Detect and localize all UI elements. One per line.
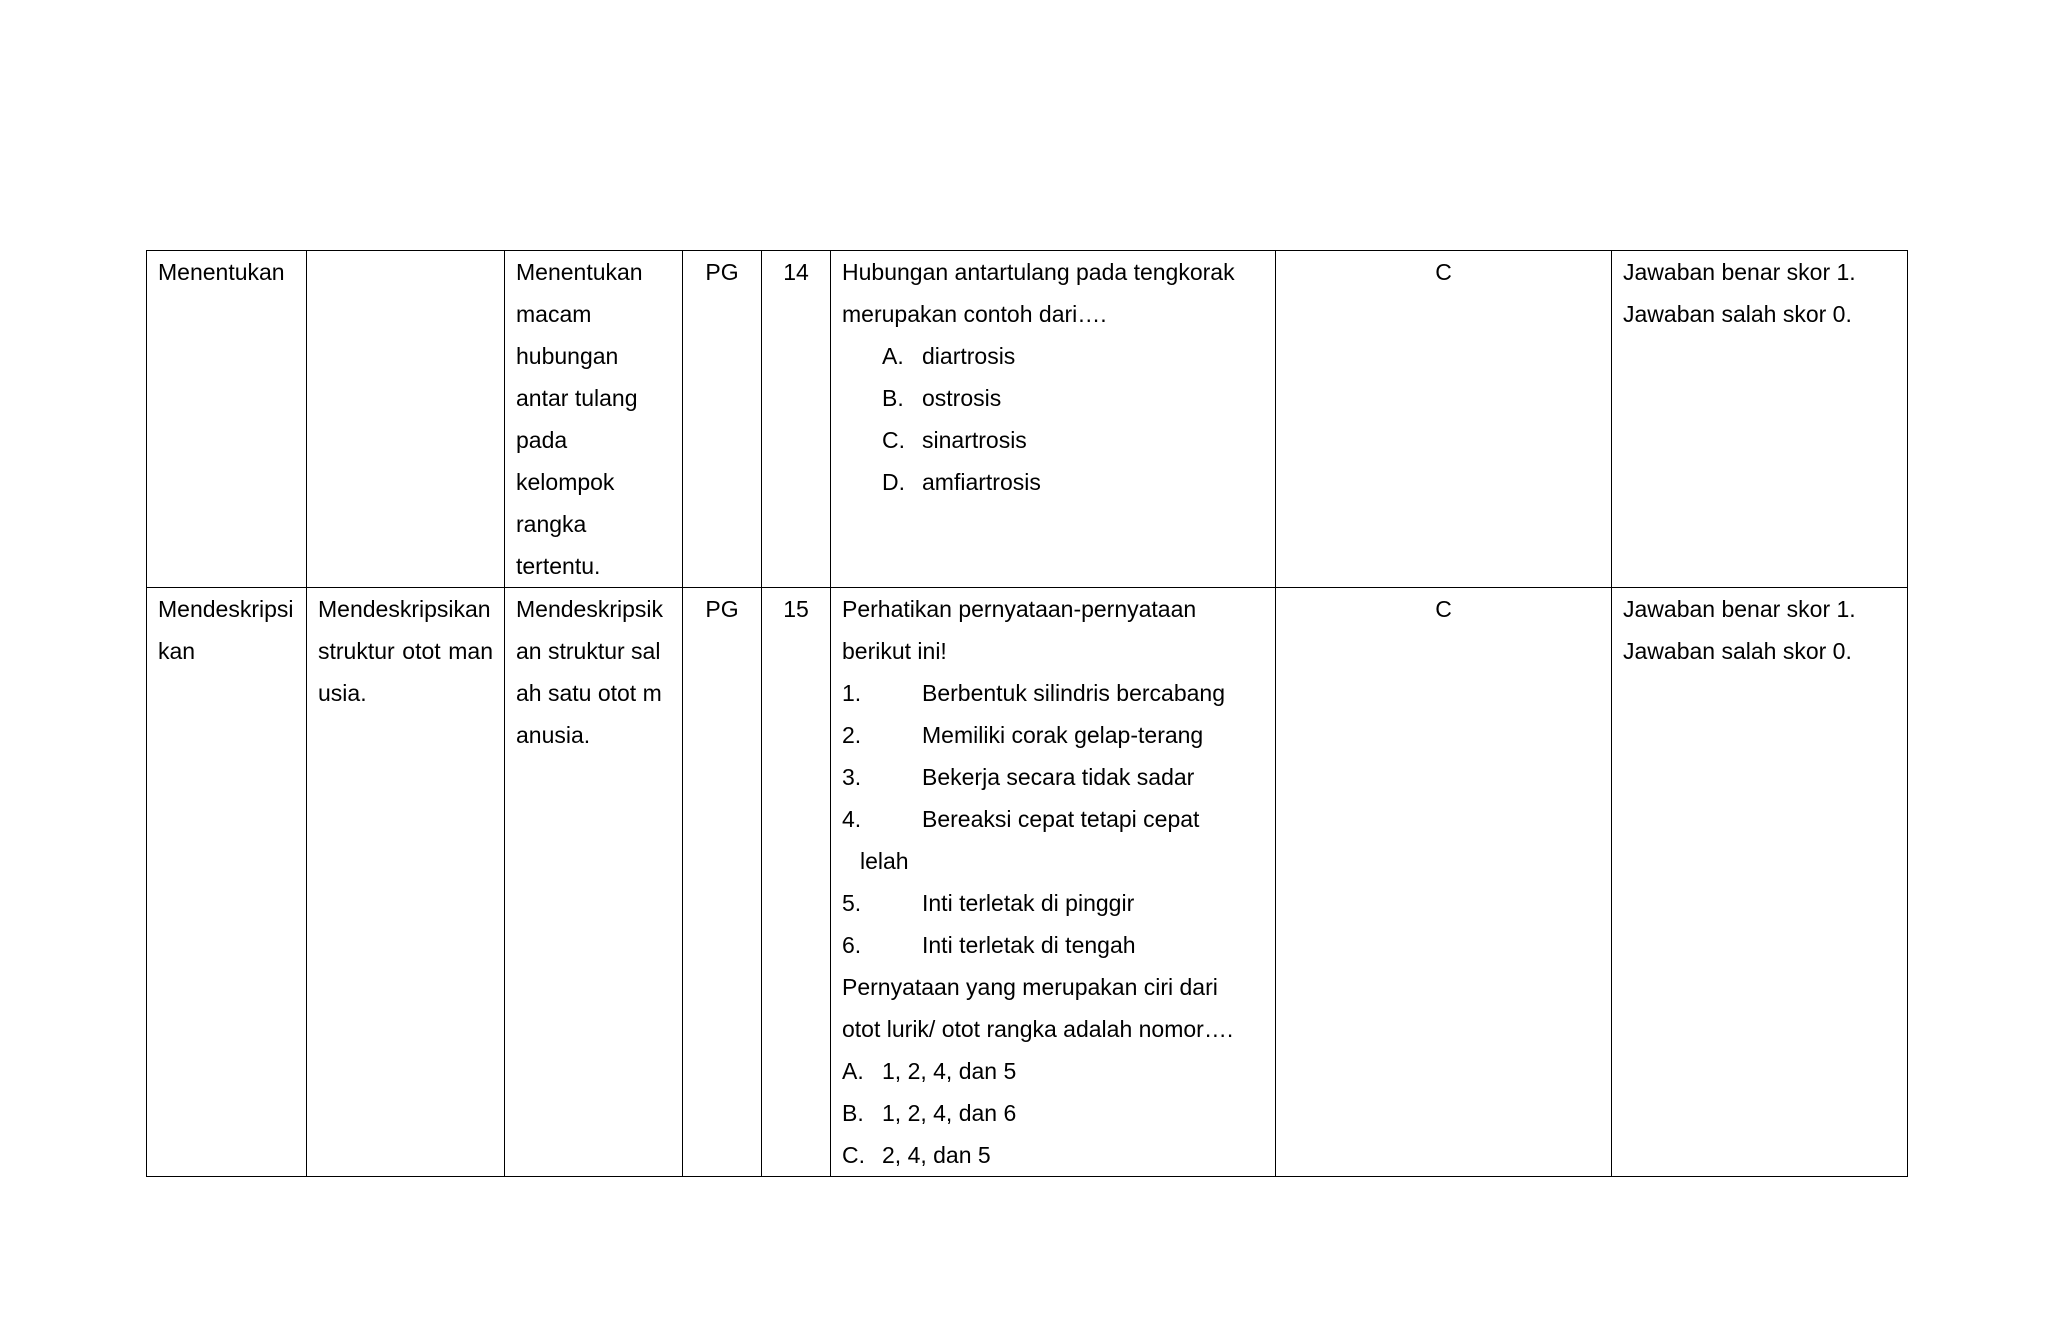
table-row <box>147 588 1908 1177</box>
question-stem-line: merupakan contoh dari…. <box>842 301 1107 327</box>
statement-item: 1. Berbentuk silindris bercabang <box>842 680 1226 706</box>
cell-question-number: 15 <box>762 588 831 1177</box>
question-grid-table <box>146 250 1908 1177</box>
statement-item: 2. Memiliki corak gelap-terang <box>842 722 1204 748</box>
cell-answer-key: C <box>1276 588 1612 1177</box>
cell-operational-verb: Menentukan <box>147 251 307 588</box>
cell-answer-key: C <box>1276 251 1612 588</box>
cell-indicator: Mendeskripsikan struktur salah satu otot manusia. <box>505 588 683 1177</box>
cell-competency <box>307 251 505 588</box>
cell-scoring-rubric: Jawaban benar skor 1. Jawaban salah skor 0. <box>1612 588 1908 1177</box>
answer-option: D. amfiartrosis <box>882 469 1041 495</box>
statement-item: 4. Bereaksi cepat tetapi cepat <box>842 806 1200 832</box>
answer-option: A. 1, 2, 4, dan 5 <box>842 1058 1017 1084</box>
question-stem-line: Perhatikan pernyataan-pernyataan <box>842 596 1197 622</box>
cell-question <box>831 588 1276 1177</box>
cell-operational-verb: Mendeskripsikan <box>147 588 307 1177</box>
question-stem-line: Hubungan antartulang pada tengkorak <box>842 259 1235 285</box>
question-stem-line: berikut ini! <box>842 638 947 664</box>
statement-item: 6. Inti terletak di tengah <box>842 932 1136 958</box>
answer-option: C. 2, 4, dan 5 <box>842 1142 991 1168</box>
cell-indicator: Menentukan macam hubungan antar tulang pada kelompok rangka tertentu. <box>505 251 683 588</box>
answer-option: B. 1, 2, 4, dan 6 <box>842 1100 1017 1126</box>
cell-competency: Mendeskripsikan struktur otot manusia. <box>307 588 505 1177</box>
statement-item: 5. Inti terletak di pinggir <box>842 890 1135 916</box>
answer-option: A. diartrosis <box>882 343 1016 369</box>
cell-question-number: 14 <box>762 251 831 588</box>
statement-continuation: lelah <box>860 848 909 874</box>
question-prompt-line: Pernyataan yang merupakan ciri dari <box>842 974 1218 1000</box>
cell-question-type: PG <box>683 251 762 588</box>
cell-scoring-rubric: Jawaban benar skor 1. Jawaban salah skor 0. <box>1612 251 1908 588</box>
question-prompt-line: otot lurik/ otot rangka adalah nomor…. <box>842 1016 1234 1042</box>
statement-item: 3. Bekerja secara tidak sadar <box>842 764 1195 790</box>
cell-question-type: PG <box>683 588 762 1177</box>
answer-option: C. sinartrosis <box>882 427 1027 453</box>
table-row <box>147 251 1908 588</box>
answer-option: B. ostrosis <box>882 385 1002 411</box>
cell-question <box>831 251 1276 588</box>
